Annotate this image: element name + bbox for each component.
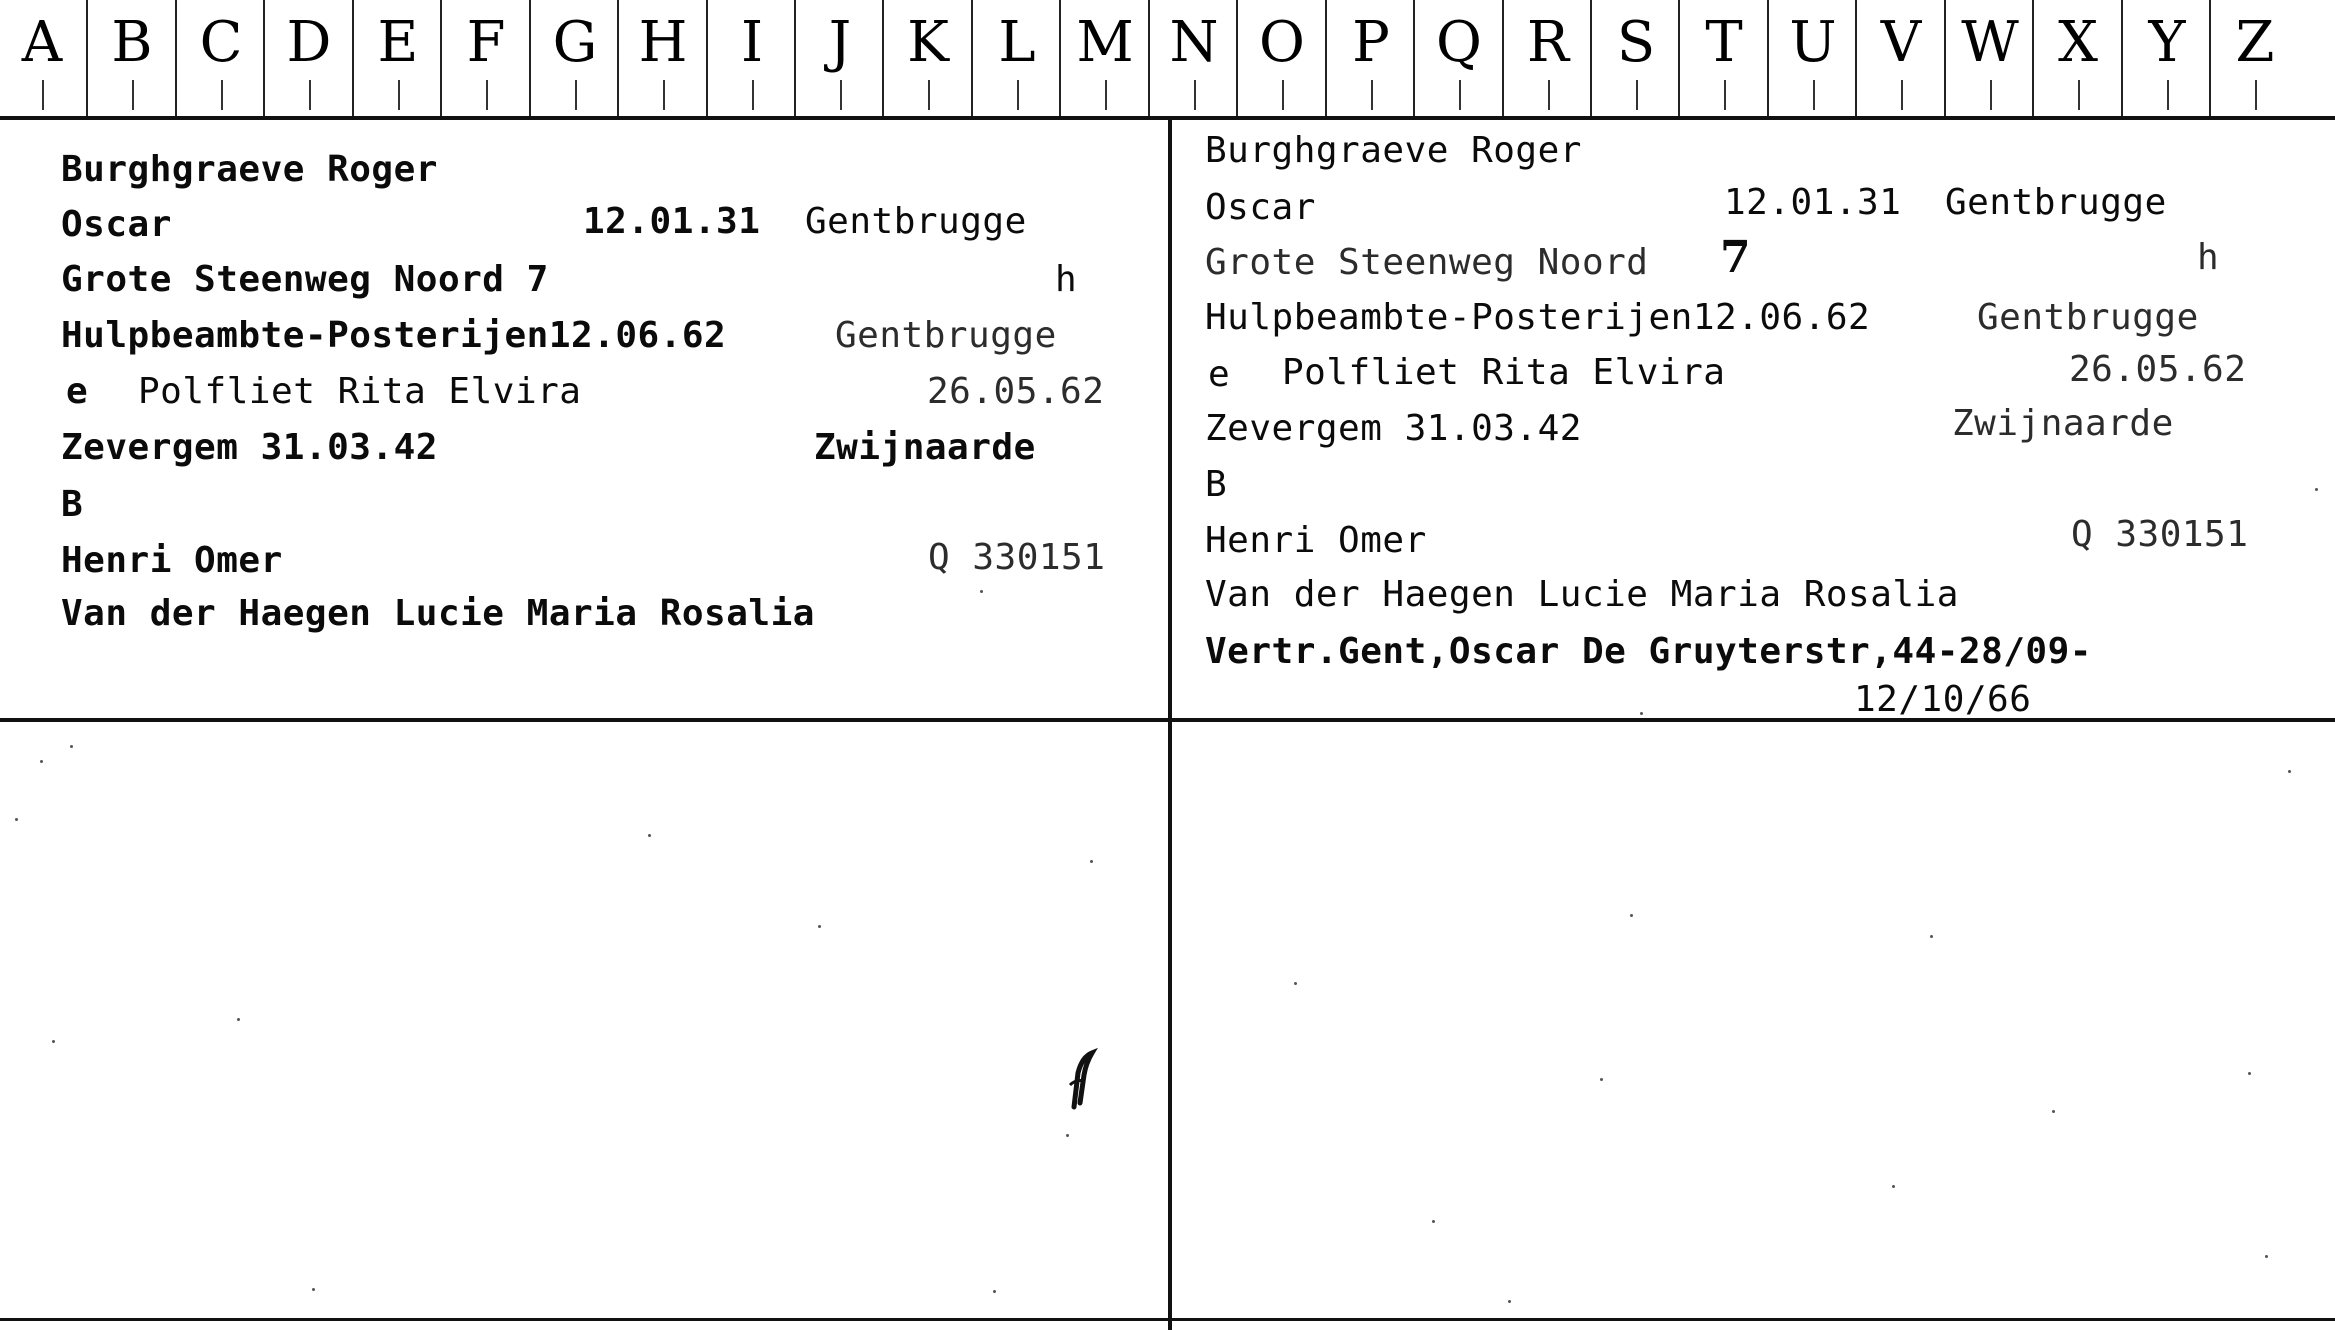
index-letter-label: E — [377, 10, 419, 75]
alphabet-index-strip — [0, 0, 2335, 118]
scan-speck — [1630, 914, 1633, 917]
scan-speck — [818, 925, 821, 928]
scan-speck — [1930, 935, 1933, 938]
scan-speck — [15, 818, 18, 821]
index-letter-label: M — [1076, 10, 1134, 75]
index-tick — [309, 80, 311, 110]
address-mark: h — [2197, 237, 2220, 278]
index-letter-label: V — [1880, 10, 1922, 75]
index-letter-d — [263, 0, 353, 116]
index-letter-label: H — [638, 10, 688, 75]
index-letter-y — [2121, 0, 2211, 116]
index-letter-label: S — [1616, 10, 1656, 75]
scan-speck — [1432, 1220, 1435, 1223]
index-letter-label: K — [907, 10, 949, 75]
index-tick — [1548, 80, 1550, 110]
scan-speck — [1066, 1134, 1069, 1137]
reference-number: Q 330151 — [928, 537, 1106, 578]
scan-speck — [312, 1288, 315, 1291]
index-tick — [928, 80, 930, 110]
scan-speck — [993, 1290, 996, 1293]
birth-date: 12.01.31 — [583, 201, 761, 242]
marriage-place: Gentbrugge — [1977, 297, 2199, 338]
index-letter-label: O — [1259, 10, 1305, 75]
index-letter-k — [882, 0, 972, 116]
index-letter-i — [706, 0, 796, 116]
index-letter-label: I — [740, 10, 764, 75]
index-letter-z — [2209, 0, 2299, 116]
index-letter-q — [1413, 0, 1503, 116]
index-tick — [2255, 80, 2257, 110]
index-tick — [221, 80, 223, 110]
index-tick — [1990, 80, 1992, 110]
index-letter-label: Z — [2235, 10, 2275, 75]
index-tick — [2078, 80, 2080, 110]
nationality: B — [1205, 464, 1228, 505]
spouse-birth: Zevergem 31.03.42 — [61, 427, 438, 468]
card-bottom-rule — [0, 1318, 2335, 1321]
scan-speck — [1640, 712, 1643, 715]
spouse-birth: Zevergem 31.03.42 — [1205, 408, 1582, 449]
index-tick — [1017, 80, 1019, 110]
surname-line: Burghgraeve Roger — [1205, 130, 1582, 171]
registration-card-left — [0, 118, 1168, 718]
index-tick — [1724, 80, 1726, 110]
father-name: Henri Omer — [1205, 520, 1427, 561]
registration-card-right — [1172, 118, 2335, 718]
surname-line: Burghgraeve Roger — [61, 149, 438, 190]
index-tick — [575, 80, 577, 110]
departure-line: Vertr.Gent,Oscar De Gruyterstr,44-28/09- — [1205, 631, 2092, 672]
pen-scribble-mark — [1060, 1045, 1100, 1115]
occupation-line: Hulpbeambte-Posterijen12.06.62 — [61, 315, 727, 356]
scan-speck — [1294, 982, 1297, 985]
spouse-date: 26.05.62 — [2069, 349, 2247, 390]
spouse-name: Polfliet Rita Elvira — [1282, 352, 1726, 393]
index-letter-label: G — [552, 10, 598, 75]
address-mark: h — [1055, 259, 1078, 300]
birth-date: 12.01.31 — [1724, 182, 1902, 223]
card-row-divider — [1172, 718, 2335, 722]
spouse-name: Polfliet Rita Elvira — [138, 371, 582, 412]
index-tick — [840, 80, 842, 110]
index-letter-g — [529, 0, 619, 116]
spouse-prefix: e — [66, 371, 89, 412]
marriage-place: Gentbrugge — [835, 315, 1057, 356]
index-letter-h — [617, 0, 707, 116]
card-row-divider — [0, 718, 1168, 722]
index-tick — [132, 80, 134, 110]
index-letter-t — [1678, 0, 1768, 116]
index-letter-l — [971, 0, 1061, 116]
index-tick — [1371, 80, 1373, 110]
scan-speck — [2052, 1110, 2055, 1113]
scan-speck — [1600, 1078, 1603, 1081]
spouse-prefix: e — [1208, 354, 1231, 395]
index-letter-label: P — [1352, 10, 1390, 75]
mother-name: Van der Haegen Lucie Maria Rosalia — [61, 593, 815, 634]
occupation-line: Hulpbeambte-Posterijen12.06.62 — [1205, 297, 1871, 338]
index-letter-label: B — [111, 10, 153, 75]
index-tick — [1636, 80, 1638, 110]
index-letter-e — [352, 0, 442, 116]
index-letter-b — [86, 0, 176, 116]
index-tick — [1194, 80, 1196, 110]
scan-speck — [52, 1040, 55, 1043]
departure-date: 12/10/66 — [1854, 679, 2032, 720]
index-letter-label: X — [2058, 10, 2098, 75]
index-letter-label: W — [1961, 10, 2019, 75]
index-letter-label: U — [1789, 10, 1837, 75]
index-letter-f — [440, 0, 530, 116]
scan-speck — [1508, 1300, 1511, 1303]
scan-speck — [1892, 1185, 1895, 1188]
reference-number: Q 330151 — [2071, 514, 2249, 555]
address-line: Grote Steenweg Noord — [1205, 242, 1649, 283]
first-names: Oscar — [61, 204, 172, 245]
index-tick — [2167, 80, 2169, 110]
index-letter-label: D — [286, 10, 332, 75]
index-letter-a — [0, 0, 86, 116]
index-tick — [486, 80, 488, 110]
index-letter-label: Q — [1436, 10, 1482, 75]
index-letter-s — [1590, 0, 1680, 116]
scan-speck — [2248, 1072, 2251, 1075]
scan-speck — [2288, 770, 2291, 773]
index-letter-j — [794, 0, 884, 116]
index-letter-label: J — [828, 10, 852, 75]
index-letter-n — [1148, 0, 1238, 116]
scan-speck — [1090, 860, 1093, 863]
address-handwritten-number: 7 — [1720, 232, 1752, 283]
index-letter-label: A — [21, 10, 63, 75]
scan-speck — [40, 760, 43, 763]
scan-speck — [980, 590, 983, 593]
index-letter-u — [1767, 0, 1857, 116]
index-letter-p — [1325, 0, 1415, 116]
index-tick — [1105, 80, 1107, 110]
index-letter-x — [2032, 0, 2122, 116]
index-tick — [752, 80, 754, 110]
index-letter-w — [1944, 0, 2034, 116]
scan-speck — [2315, 488, 2318, 491]
index-letter-label: L — [998, 10, 1036, 75]
index-letter-r — [1502, 0, 1592, 116]
index-letter-label: C — [199, 10, 243, 75]
first-names: Oscar — [1205, 187, 1316, 228]
scan-speck — [237, 1018, 240, 1021]
index-letter-label: R — [1526, 10, 1570, 75]
index-tick — [42, 80, 44, 110]
index-letter-label: T — [1705, 10, 1743, 75]
index-tick — [1901, 80, 1903, 110]
birth-place: Gentbrugge — [1945, 182, 2167, 223]
index-tick — [1282, 80, 1284, 110]
index-tick — [1459, 80, 1461, 110]
index-letter-label: N — [1169, 10, 1219, 75]
index-letter-m — [1059, 0, 1149, 116]
index-letter-o — [1236, 0, 1326, 116]
index-letter-c — [175, 0, 265, 116]
mother-name: Van der Haegen Lucie Maria Rosalia — [1205, 574, 1959, 615]
address-line: Grote Steenweg Noord 7 — [61, 259, 549, 300]
index-letter-v — [1855, 0, 1945, 116]
index-letter-label: F — [466, 10, 506, 75]
birth-place: Gentbrugge — [805, 201, 1027, 242]
index-tick — [398, 80, 400, 110]
scan-speck — [70, 745, 73, 748]
scan-speck — [648, 834, 651, 837]
spouse-residence: Zwijnaarde — [1952, 403, 2174, 444]
index-letter-label: Y — [2148, 10, 2186, 75]
nationality: B — [61, 484, 84, 525]
scan-speck — [2265, 1255, 2268, 1258]
spouse-residence: Zwijnaarde — [814, 427, 1036, 468]
spouse-date: 26.05.62 — [927, 371, 1105, 412]
index-tick — [1813, 80, 1815, 110]
index-tick — [663, 80, 665, 110]
father-name: Henri Omer — [61, 540, 283, 581]
